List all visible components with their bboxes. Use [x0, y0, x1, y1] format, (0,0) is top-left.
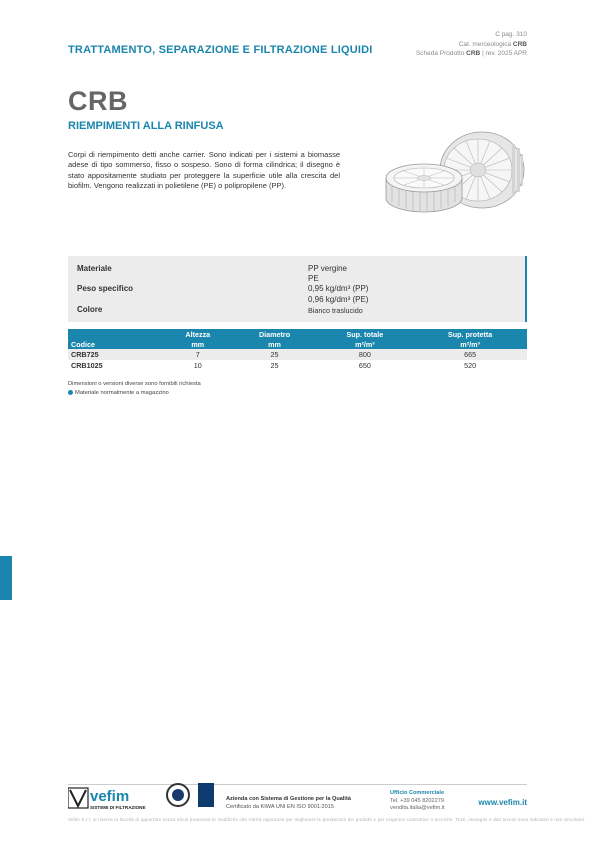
website-link[interactable]: www.vefim.it	[478, 798, 527, 807]
office-title: Ufficio Commerciale	[390, 790, 445, 796]
legal-disclaimer: Vefim S.r.l. si riserva la facoltà di apportare senza alcun preavviso le modifiche che riterrà opportune per migliorare le prestazioni dei prodotti e per esigenze costruttive o tecniche. Testi, immagini e dati tecnici sono indicativi e non vincolanti.	[68, 817, 586, 822]
note-stock-text: Materiale normalmente a magazzino	[75, 390, 169, 396]
catalog-prefix: Cat. merceologica	[458, 40, 513, 48]
catalog-ref	[416, 40, 527, 50]
table-header-cell: m²/m³	[413, 339, 527, 349]
table-cell: 520	[464, 361, 477, 370]
table-header-cell: Diametro	[233, 329, 317, 339]
section-side-tab	[0, 556, 12, 600]
table-cell: 25	[270, 361, 279, 370]
table-header-row	[68, 329, 527, 339]
office-email[interactable]: vendita.italia@vefim.it	[390, 805, 445, 811]
catalog-code: CRB	[512, 40, 527, 48]
certification-seal-icon	[166, 783, 190, 807]
logo-tagline: SISTEMI DI FILTRAZIONE	[90, 805, 146, 810]
note-custom-sizes: Dimensioni o versioni diverse sono fornibili richiesta	[68, 381, 201, 387]
table-cell: CRB725	[68, 349, 163, 360]
table-header-cell	[68, 329, 163, 339]
material-value-1: PP vergine	[308, 264, 347, 273]
table-header-cell: Sup. protetta	[413, 329, 527, 339]
material-value-2: PE	[308, 274, 319, 283]
table-header-cell: Sup. totale	[317, 329, 414, 339]
stock-dot-icon	[68, 390, 73, 395]
quality-statement	[226, 796, 351, 811]
section-title: TRATTAMENTO, SEPARAZIONE E FILTRAZIONE LIQUIDI	[68, 44, 373, 56]
table-cell: 10	[193, 361, 202, 370]
table-cell: 665	[413, 349, 527, 360]
quality-line-1: Azienda con Sistema di Gestione per la Qualità	[226, 796, 351, 802]
certification-mark-icon	[198, 783, 214, 807]
note-stock	[68, 389, 201, 398]
sheet-prefix: Scheda Prodotto	[415, 50, 467, 57]
sheet-ref	[416, 49, 527, 59]
product-subtitle: RIEMPIMENTI ALLA RINFUSA	[68, 120, 224, 132]
material-label: Materiale	[77, 264, 112, 273]
table-cell: 7	[163, 349, 233, 360]
table-header-cell: mm	[163, 339, 233, 349]
header-meta	[416, 30, 527, 59]
table-row	[68, 349, 527, 360]
weight-value-2: 0,96 kg/dm³ (PE)	[308, 295, 369, 304]
color-label: Colore	[77, 305, 103, 314]
product-description: Corpi di riempimento detti anche carrier. Sono indicati per i sistemi a biomasse adese di tipo sommerso, fisso o sospeso. Sono di forma cilindrica; il disegno è stato appositamente studiato per proteggere la superficie utile alla crescita del biofilm. Vengono realizzati in polietilene (PE) o polipropilene (PP).	[68, 150, 340, 191]
table-units-row	[68, 339, 527, 349]
weight-value-1: 0,95 kg/dm³ (PP)	[308, 284, 369, 293]
sales-office	[390, 790, 445, 813]
logo-wordmark: vefim	[90, 788, 130, 805]
table-cell: CRB1025	[71, 361, 103, 370]
carrier-media-illustration	[382, 126, 532, 222]
carrier-front	[386, 164, 462, 212]
table-cell: 25	[233, 349, 317, 360]
footer-rule	[68, 784, 527, 785]
table-notes	[68, 380, 201, 398]
color-value: Bianco traslucido	[308, 306, 363, 315]
weight-label: Peso specifico	[77, 284, 134, 293]
table-cell: 800	[317, 349, 414, 360]
table-header-cell: mm	[233, 339, 317, 349]
vefim-logo	[68, 786, 158, 812]
sheet-code: CRB	[466, 50, 481, 57]
sheet-rev: | rev. 2025 APR	[480, 50, 527, 57]
table-header-cell: m²/m³	[317, 339, 414, 349]
table-header-cell: Altezza	[163, 329, 233, 339]
table-header-cell: Codice	[68, 339, 163, 349]
table-cell: 650	[358, 361, 371, 370]
dimensions-table	[68, 329, 527, 371]
quality-line-2: Certificato da KIWA UNI EN ISO 9001:2015	[226, 803, 334, 810]
page-ref: C pag. 310	[495, 31, 527, 38]
specs-panel	[68, 256, 527, 322]
table-row	[68, 360, 527, 371]
office-phone[interactable]: Tel. +39 045 8202279	[390, 797, 444, 804]
product-code: CRB	[68, 86, 128, 116]
